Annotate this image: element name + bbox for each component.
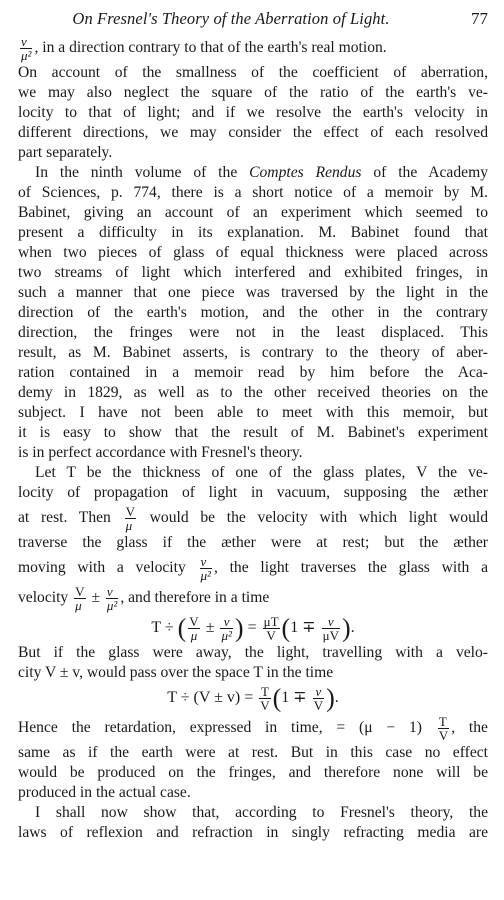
fraction-v-over-mu2: $\frac{v}{\text{μ²}}$: [200, 553, 211, 583]
text-line: velocity $\frac{V}{\mu}$ ± $\frac{v}{\text{μ²}}$ , and therefore in a time: [18, 583, 270, 613]
text-line: I shall now show that, according to Fresnel's theory, the: [35, 804, 488, 821]
text-line: ration contained in a memoir read by him before the Aca-: [18, 364, 488, 381]
text-line: moving with a velocity $\frac{v}{\text{μ²}}$ , the light traverses the glass with a: [18, 553, 488, 583]
text-line: direction, the fringes were not in the least displaced. This: [18, 324, 488, 341]
fraction-T-over-V: $\frac{T}{V}$: [438, 713, 449, 743]
text-line: of Sciences, p. 774, there is a short notice of a memoir by M.: [18, 184, 488, 201]
text-line: we may also neglect the square of the ratio of the earth's ve-: [18, 84, 488, 101]
page-number: 77: [471, 9, 488, 28]
text-line: $\frac{v}{\text{μ²}}$ , in a direction contrary to that of the earth's real motion.: [21, 33, 387, 63]
equation-time-without-glass: T ÷ (V ± v) = $\frac{T}{V}$ (1 ∓ $\frac{v}{V}$ ).: [167, 683, 339, 713]
text-line: locity to that of light; and if we resolve the earth's velocity in: [18, 104, 488, 121]
text-line: such a manner that one piece was traversed by the light in the: [18, 284, 488, 301]
text-line: two streams of light which interfered and exhibited fringes, in: [18, 264, 488, 281]
text-line: traverse the glass if the æther were at rest; but the æther: [18, 534, 488, 551]
fraction-V-over-mu: $\frac{V}{\mu}$: [75, 583, 85, 613]
page-header: [0, 9, 504, 29]
page-body: [18, 33, 488, 843]
text-line: part separately.: [18, 144, 113, 161]
text-line: present a difficulty in its explanation. M. Babinet found that: [18, 224, 488, 241]
text-line: direction of the earth's motion, and the other in the contrary: [18, 304, 488, 321]
text-line: result, as M. Babinet asserts, is contrary to the theory of aber-: [18, 344, 488, 361]
text-line: In the ninth volume of the Comptes Rendus of the Academy: [35, 164, 488, 181]
text-line: But if the glass were away, the light, travelling with a velo-: [18, 644, 488, 661]
text-line: different directions, we may consider the effect of each resolved: [18, 124, 488, 141]
text-line: it is easy to show that the result of M. Babinet's experiment: [18, 424, 488, 441]
text-line: laws of reflexion and refraction in singly refracting media are: [18, 824, 488, 841]
equation-time-with-glass: T ÷ ( $\frac{V}{\mu}$ ± $\frac{v}{\text{μ²}}$ ) = $\frac{\mu T}{V}$ (1 ∓ $\frac{v}{\mu V}$ ).: [151, 613, 355, 643]
text-line: at rest. Then $\frac{V}{\mu}$ would be the velocity with which light would: [18, 503, 488, 533]
text-line: subject. I have not been able to meet with this memoir, but: [18, 404, 488, 421]
text-line: Babinet, giving an account of an experiment which seemed to: [18, 204, 488, 221]
text-line: demy in 1829, as well as to the other received theories on the: [18, 384, 488, 401]
running-title: On Fresnel's Theory of the Aberration of Light.: [72, 9, 390, 28]
text-line: would be produced on the fringes, and therefore none will be: [18, 764, 488, 781]
text-line: Hence the retardation, expressed in time, = (μ − 1) $\frac{T}{V}$ , the: [18, 713, 488, 743]
text-line: when two pieces of glass of equal thickness were placed across: [18, 244, 488, 261]
text-line: Let T be the thickness of one of the glass plates, V the ve-: [35, 464, 488, 481]
text-line: is in perfect accordance with Fresnel's theory.: [18, 444, 303, 461]
fraction-V-over-mu: $\frac{V}{\mu}$: [125, 503, 135, 533]
fraction-v-over-mu2: $\frac{v}{\text{μ²}}$: [21, 33, 32, 63]
fraction-v-over-mu2: $\frac{v}{\text{μ²}}$: [106, 583, 118, 613]
text-line: produced in the actual case.: [18, 784, 191, 801]
text-line: city V ± v, would pass over the space T in the time: [18, 664, 334, 681]
text-line: locity of propagation of light in vacuum, supposing the æther: [18, 484, 488, 501]
text-line: same as if the earth were at rest. But in this case no effect: [18, 744, 488, 761]
text-line: On account of the smallness of the coefficient of aberration,: [18, 64, 488, 81]
